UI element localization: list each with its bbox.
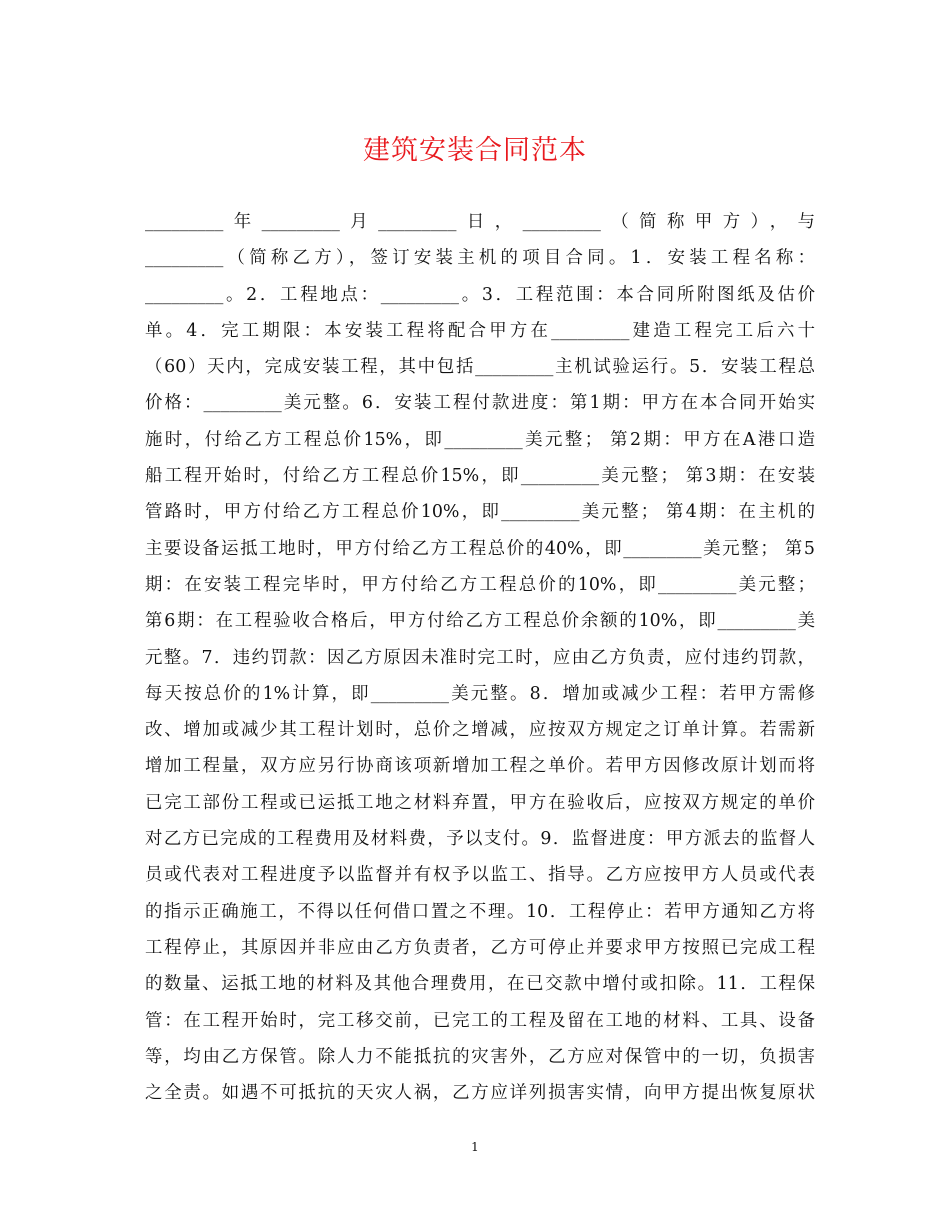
body-line-21: 工程停止，其原因并非应由乙方负责者，乙方可停止并要求甲方按照已完成工程	[145, 937, 815, 958]
body-line-2: _________（简称乙方），签订安装主机的项目合同。1．安装工程名称：	[145, 248, 815, 269]
document-title: 建筑安装合同范本	[363, 135, 587, 166]
body-line-18: 对乙方已完成的工程费用及材料费，予以支付。9．监督进度：甲方派去的监督人	[145, 829, 815, 850]
body-line-25: 之全责。如遇不可抵抗的天灾人祸，乙方应详列损害实情，向甲方提出恢复原状	[145, 1083, 815, 1104]
body-line-1: _________年_________月_________日，_________（简称甲方），与	[145, 212, 815, 232]
body-line-23: 管：在工程开始时，完工移交前，已完工的工程及留在工地的材料、工具、设备	[145, 1010, 815, 1031]
body-line-8: 船工程开始时，付给乙方工程总价15%，即_________美元整； 第3期：在安装	[145, 466, 815, 487]
body-line-16: 增加工程量，双方应另行协商该项新增加工程之单价。若甲方因修改原计划而将	[145, 756, 815, 777]
body-line-4: 单。4．完工期限：本安装工程将配合甲方在_________建造工程完工后六十	[145, 320, 815, 341]
body-line-9: 管路时，甲方付给乙方工程总价10%，即_________美元整； 第4期：在主机的	[145, 502, 815, 523]
contract-body	[145, 204, 815, 1111]
body-line-24: 等，均由乙方保管。除人力不能抵抗的灾害外，乙方应对保管中的一切，负损害	[145, 1046, 815, 1067]
page-number: 1	[471, 1140, 479, 1154]
body-line-7: 施时，付给乙方工程总价15%，即_________美元整； 第2期：甲方在A港口造	[145, 429, 815, 450]
body-line-5: （60）天内，完成安装工程，其中包括_________主机试验运行。5．安装工程总	[145, 357, 815, 378]
body-line-10: 主要设备运抵工地时，甲方付给乙方工程总价的40%，即_________美元整； 第5	[145, 538, 815, 559]
body-line-12: 第6期：在工程验收合格后，甲方付给乙方工程总价余额的10%，即_________美	[145, 611, 815, 632]
body-line-19: 员或代表对工程进度予以监督并有权予以监工、指导。乙方应按甲方人员或代表	[145, 865, 815, 886]
body-line-22: 的数量、运抵工地的材料及其他合理费用，在已交款中增付或扣除。11．工程保	[145, 974, 815, 995]
body-line-6: 价格：_________美元整。6．安装工程付款进度：第1期：甲方在本合同开始实	[145, 393, 815, 414]
body-line-3: _________。2．工程地点：_________。3．工程范围：本合同所附图纸及估价	[145, 284, 815, 305]
body-line-15: 改、增加或减少其工程计划时，总价之增减，应按双方规定之订单计算。若需新	[145, 720, 815, 741]
body-line-17: 已完工部份工程或已运抵工地之材料弃置，甲方在验收后，应按双方规定的单价	[145, 792, 815, 813]
body-line-20: 的指示正确施工，不得以任何借口置之不理。10．工程停止：若甲方通知乙方将	[145, 901, 815, 922]
body-line-14: 每天按总价的1%计算，即_________美元整。8．增加或减少工程：若甲方需修	[145, 683, 815, 704]
body-line-13: 元整。7．违约罚款：因乙方原因未准时完工时，应由乙方负责，应付违约罚款，	[145, 647, 815, 668]
body-line-11: 期：在安装工程完毕时，甲方付给乙方工程总价的10%，即_________美元整；	[145, 574, 815, 595]
